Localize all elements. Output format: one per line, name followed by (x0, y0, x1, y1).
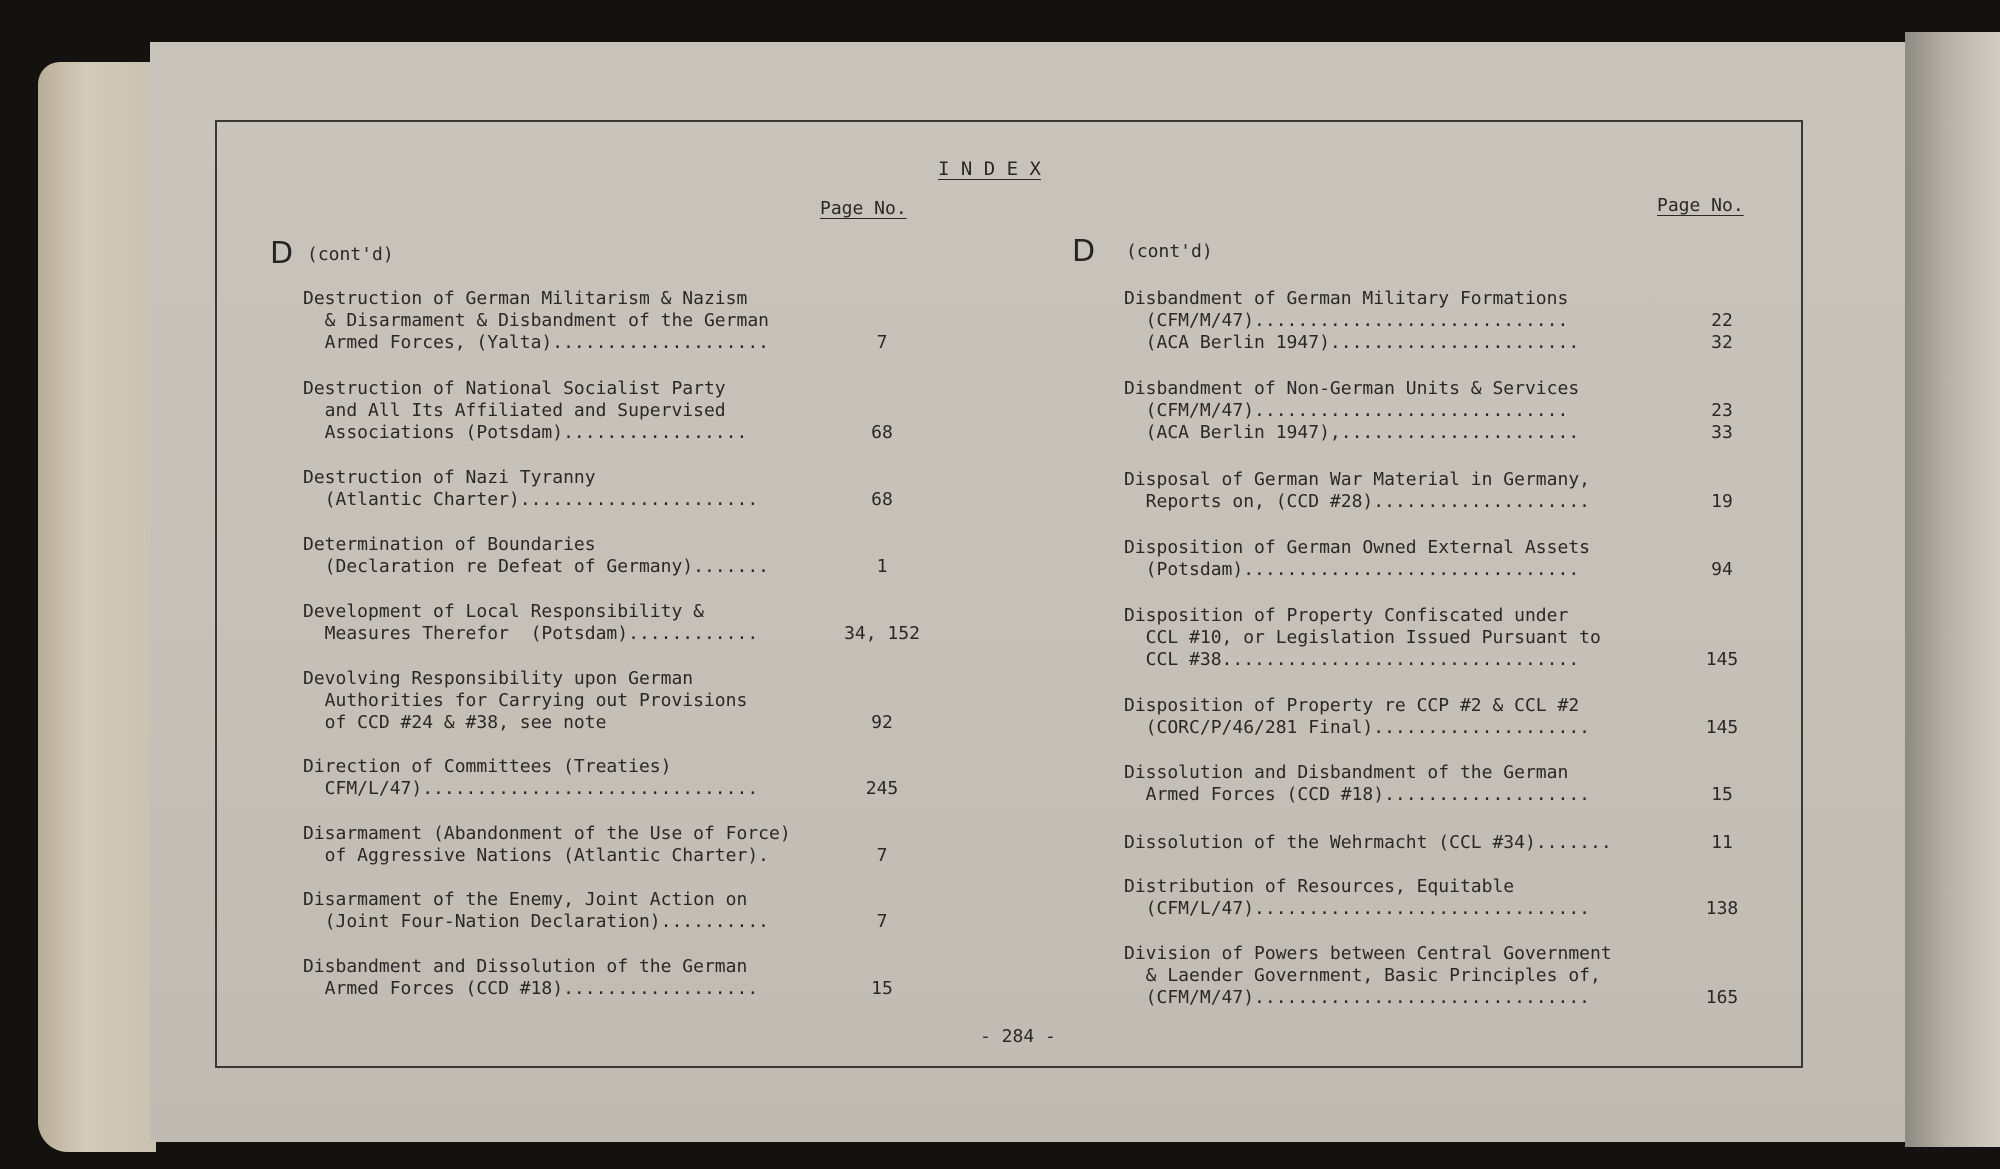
left-entry-line: Destruction of German Militarism & Nazism (303, 288, 748, 309)
left-entry-line: Destruction of National Socialist Party (303, 378, 726, 399)
left-entry-line: (Atlantic Charter)...................... (303, 489, 759, 510)
right-entry-line: Reports on, (CCD #28).................... (1124, 491, 1590, 512)
left-entry-line: of Aggressive Nations (Atlantic Charter). (303, 845, 769, 866)
right-entry-page-number: 33 (1711, 422, 1733, 443)
section-letter-left: D (270, 236, 294, 271)
left-entry-line: (Joint Four-Nation Declaration).......... (303, 911, 769, 932)
right-entry-line: (CORC/P/46/281 Final).................... (1124, 717, 1590, 738)
right-entry-page-number: 19 (1711, 491, 1733, 512)
left-entry-line: (Declaration re Defeat of Germany)....... (303, 556, 769, 577)
left-entry-line: & Disarmament & Disbandment of the German (303, 310, 769, 331)
cont-label-left: (cont'd) (307, 244, 394, 265)
left-entry-page-number: 68 (871, 489, 893, 510)
right-entry-line: Disbandment of Non-German Units & Services (1124, 378, 1580, 399)
left-entry-line: Armed Forces (CCD #18).................. (303, 978, 759, 999)
left-entry-line: Armed Forces, (Yalta).................... (303, 332, 769, 353)
right-entry-line: (ACA Berlin 1947),...................... (1124, 422, 1580, 443)
left-entry-line: Devolving Responsibility upon German (303, 668, 694, 689)
right-entry-line: (CFM/L/47)............................... (1124, 898, 1590, 919)
right-entry-line: Dissolution and Disbandment of the German (1124, 762, 1569, 783)
left-entry-line: Destruction of Nazi Tyranny (303, 467, 596, 488)
right-entry-page-number: 165 (1705, 987, 1739, 1008)
left-entry-page-number: 34, 152 (844, 623, 920, 644)
page-curl (1905, 32, 2000, 1147)
right-entry-line: Disbandment of German Military Formations (1124, 288, 1569, 309)
right-entry-line: (ACA Berlin 1947)....................... (1124, 332, 1580, 353)
right-entry-line: (Potsdam)............................... (1124, 559, 1580, 580)
left-entry-line: Disbandment and Dissolution of the German (303, 956, 748, 977)
right-entry-page-number: 11 (1711, 832, 1733, 853)
left-entry-line: Measures Therefor (Potsdam)............ (303, 623, 759, 644)
right-entry-line: CCL #38................................. (1124, 649, 1580, 670)
left-entry-line: Direction of Committees (Treaties) (303, 756, 672, 777)
right-entry-page-number: 22 (1711, 310, 1733, 331)
right-entry-page-number: 138 (1705, 898, 1739, 919)
left-entry-page-number: 68 (871, 422, 893, 443)
left-entry-page-number: 15 (871, 978, 893, 999)
right-entry-page-number: 145 (1705, 717, 1739, 738)
right-entry-line: (CFM/M/47)............................. (1124, 310, 1569, 331)
right-entry-line: (CFM/M/47)............................. (1124, 400, 1569, 421)
right-entry-line: Disposition of German Owned External Assets (1124, 537, 1590, 558)
cont-label-right: (cont'd) (1126, 241, 1213, 262)
right-entry-line: Disposition of Property re CCP #2 & CCL #2 (1124, 695, 1580, 716)
right-entry-page-number: 32 (1711, 332, 1733, 353)
page-no-label-left: Page No. (820, 198, 907, 219)
left-entry-line: Disarmament (Abandonment of the Use of Force) (303, 823, 791, 844)
left-entry-line: Disarmament of the Enemy, Joint Action on (303, 889, 748, 910)
right-entry-page-number: 23 (1711, 400, 1733, 421)
right-entry-page-number: 94 (1711, 559, 1733, 580)
right-entry-line: Disposition of Property Confiscated under (1124, 605, 1569, 626)
page-no-label-right: Page No. (1657, 195, 1744, 216)
left-entry-line: Authorities for Carrying out Provisions (303, 690, 748, 711)
left-entry-line: Associations (Potsdam)................. (303, 422, 748, 443)
left-entry-line: Determination of Boundaries (303, 534, 596, 555)
left-entry-line: CFM/L/47)............................... (303, 778, 759, 799)
left-entry-page-number: 7 (876, 332, 888, 353)
right-entry-line: (CFM/M/47)............................... (1124, 987, 1590, 1008)
left-entry-line: Development of Local Responsibility & (303, 601, 704, 622)
left-entry-line: and All Its Affiliated and Supervised (303, 400, 726, 421)
left-entry-page-number: 92 (871, 712, 893, 733)
right-entry-page-number: 15 (1711, 784, 1733, 805)
left-entry-line: of CCD #24 & #38, see note (303, 712, 607, 733)
left-entry-page-number: 245 (865, 778, 899, 799)
left-entry-page-number: 1 (876, 556, 888, 577)
right-entry-line: Armed Forces (CCD #18)................... (1124, 784, 1590, 805)
left-entry-page-number: 7 (876, 911, 888, 932)
right-entry-page-number: 145 (1705, 649, 1739, 670)
right-entry-line: Division of Powers between Central Government (1124, 943, 1612, 964)
right-entry-line: CCL #10, or Legislation Issued Pursuant to (1124, 627, 1601, 648)
right-entry-line: & Laender Government, Basic Principles of, (1124, 965, 1601, 986)
page-stack-edge (38, 62, 156, 1152)
page-number: - 284 - (980, 1026, 1056, 1047)
right-entry-line: Disposal of German War Material in Germany, (1124, 469, 1590, 490)
right-entry-line: Dissolution of the Wehrmacht (CCL #34)....... (1124, 832, 1612, 853)
left-entry-page-number: 7 (876, 845, 888, 866)
right-entry-line: Distribution of Resources, Equitable (1124, 876, 1515, 897)
index-heading: I N D E X (938, 158, 1041, 180)
section-letter-right: D (1072, 234, 1096, 269)
